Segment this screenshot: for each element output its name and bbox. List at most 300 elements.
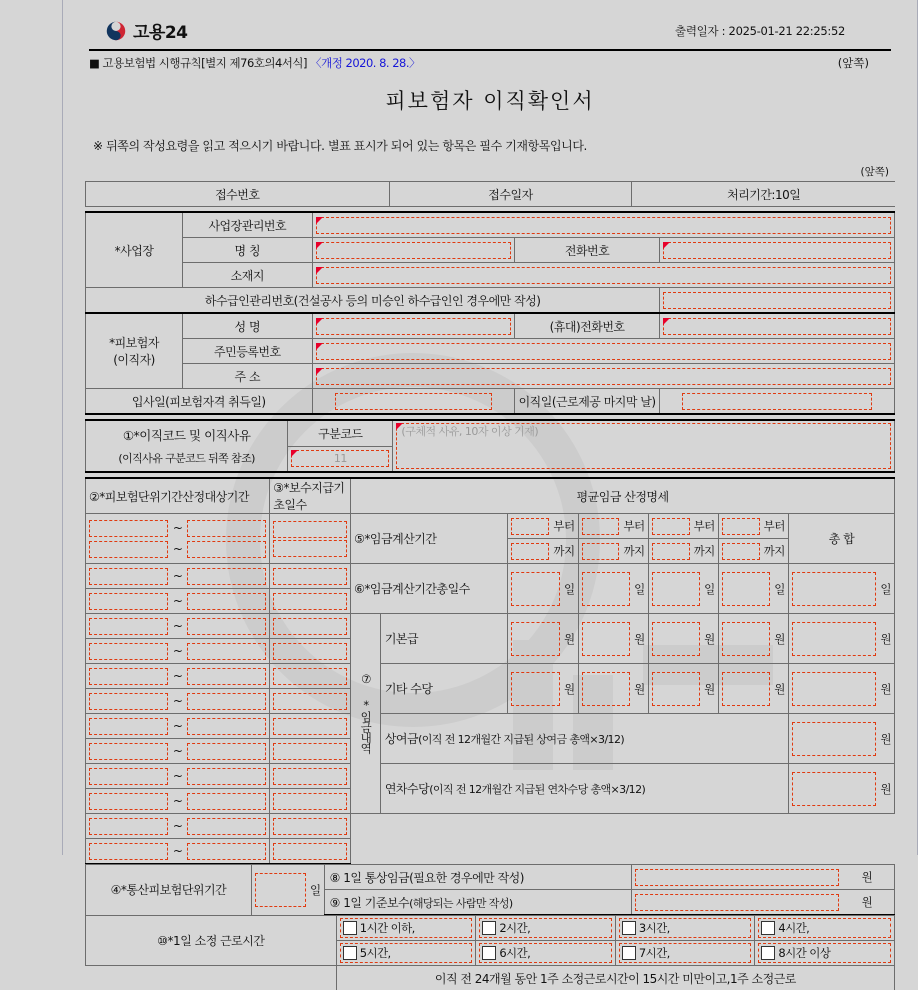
- checkbox-icon[interactable]: [622, 946, 636, 960]
- table-row: [86, 564, 895, 589]
- table-row: [86, 916, 895, 941]
- workplace-address-cell: [312, 263, 894, 288]
- period-range-row: [86, 841, 269, 862]
- separation-code-label: 구분코드: [288, 420, 393, 446]
- period-range-row: [86, 791, 269, 812]
- brand-logo: [105, 18, 188, 43]
- law-reference: [89, 55, 420, 71]
- bonus-sum-input[interactable]: [792, 722, 877, 756]
- table-row: [86, 966, 895, 990]
- basic-pay-input[interactable]: [652, 622, 701, 656]
- brand-text: 고용24: [133, 18, 188, 43]
- work-hours-option-label: 3시간,: [639, 920, 670, 936]
- won-wrap: [719, 620, 788, 658]
- separation-code-input[interactable]: [291, 450, 389, 467]
- won-unit: 원: [861, 870, 876, 884]
- separation-reason-input[interactable]: [396, 423, 891, 469]
- total-days-sum-input[interactable]: [792, 572, 877, 606]
- other-allowance-cell: [648, 664, 718, 714]
- work-hours-option-8[interactable]: [758, 943, 891, 963]
- other-allowance-cell: [718, 664, 788, 714]
- won-unit: 원: [879, 631, 894, 647]
- table-row: [86, 865, 895, 890]
- work-hours-option-label: 1시간 이하,: [360, 920, 415, 936]
- checkbox-icon[interactable]: [482, 921, 496, 935]
- workplace-section-label: *사업장: [86, 212, 183, 288]
- work-hours-option-6[interactable]: [479, 943, 612, 963]
- wage-period-from-input[interactable]: [652, 518, 690, 535]
- won-unit-cell: [842, 865, 895, 890]
- subcontractor-number-label: 하수급인관리번호(건설공사 등의 미승인 하수급인인 경우에만 작성): [86, 288, 660, 314]
- period-cell: [86, 564, 270, 589]
- period-range-row: [86, 766, 269, 787]
- to-unit: 까지: [763, 543, 788, 559]
- period-end-input[interactable]: [187, 541, 266, 558]
- period-end-input[interactable]: [187, 520, 266, 537]
- range-separator: ~: [171, 694, 185, 708]
- total-insured-period-cell: [251, 865, 324, 916]
- range-separator: ~: [171, 719, 185, 733]
- checkbox-icon[interactable]: [482, 946, 496, 960]
- separation-reason-placeholder: (구체적 사유, 10자 이상 기재): [401, 424, 538, 439]
- won-unit: 원: [703, 681, 718, 697]
- wage-period-to-input[interactable]: [511, 543, 549, 560]
- work-hours-option-cell[interactable]: [755, 916, 895, 941]
- base-days-input[interactable]: [273, 768, 347, 785]
- insured-address-cell: [312, 364, 894, 389]
- wage-period-from-input[interactable]: [511, 518, 549, 535]
- insured-name-cell: [312, 313, 514, 339]
- days-wrap: [579, 570, 648, 608]
- other-allowance-input[interactable]: [582, 672, 631, 706]
- workplace-mgmt-number-input[interactable]: [316, 217, 891, 234]
- wage-period-from-cell: [578, 514, 648, 539]
- checkbox-icon[interactable]: [761, 946, 775, 960]
- daily-ordinary-wage-input[interactable]: [635, 869, 839, 886]
- hire-date-input[interactable]: [335, 393, 492, 410]
- receipt-bar: [85, 181, 895, 207]
- insured-name-input[interactable]: [316, 318, 511, 335]
- base-days-input[interactable]: [273, 568, 347, 585]
- processing-period-label: 처리기간:10일: [632, 182, 895, 207]
- total-insured-period-input[interactable]: [255, 873, 306, 907]
- daily-base-pay-cell: [632, 890, 842, 916]
- leave-date-cell: [660, 389, 895, 415]
- period-cell: [86, 589, 270, 614]
- checkbox-icon[interactable]: [761, 921, 775, 935]
- daily-base-pay-label: [324, 890, 631, 916]
- period-range-row: [86, 641, 269, 662]
- separation-subtitle: (이직사유 구분코드 뒤쪽 참조): [86, 450, 287, 466]
- range-separator: ~: [171, 594, 185, 608]
- range-separator: ~: [171, 644, 185, 658]
- to-wrap: [508, 541, 577, 562]
- total-days-sum-cell: [788, 564, 894, 614]
- wage-calculation-table: [85, 477, 895, 865]
- work-hours-option-label: 8시간 이상: [778, 945, 830, 961]
- insured-address-input[interactable]: [316, 368, 891, 385]
- spacer-cell: [351, 839, 895, 865]
- work-hours-option-3[interactable]: [619, 918, 752, 938]
- other-allowance-input[interactable]: [722, 672, 771, 706]
- base-days-cell: [270, 839, 351, 865]
- table-row: [86, 714, 895, 739]
- from-unit: 부터: [763, 518, 788, 534]
- period-start-input[interactable]: [89, 618, 168, 635]
- other-allowance-cell: [578, 664, 648, 714]
- work-hours-option-label: 6시간,: [499, 945, 530, 961]
- base-days-cell: [270, 789, 351, 814]
- period-cell: [86, 664, 270, 689]
- basic-pay-cell: [508, 614, 578, 664]
- period-range-row: [86, 616, 269, 637]
- wage-period-to-input[interactable]: [722, 543, 760, 560]
- period-start-input[interactable]: [89, 843, 168, 860]
- wage-period-label: ⑤*임금계산기간: [351, 514, 508, 564]
- from-unit: 부터: [622, 518, 647, 534]
- wage-period-to-cell: [578, 539, 648, 564]
- period-start-input[interactable]: [89, 568, 168, 585]
- subcontractor-number-input[interactable]: [663, 292, 891, 309]
- period-start-input[interactable]: [89, 793, 168, 810]
- row8-note: (필요한 경우에만 작성): [409, 871, 524, 885]
- table-row: [86, 212, 895, 238]
- period-cell: [86, 764, 270, 789]
- period-end-input[interactable]: [187, 693, 266, 710]
- other-allowance-input[interactable]: [652, 672, 701, 706]
- wage-period-from-cell: [508, 514, 578, 539]
- base-days-input[interactable]: [273, 643, 347, 660]
- day-unit: 일: [773, 581, 788, 597]
- leave-date-input[interactable]: [682, 393, 872, 410]
- insured-mobile-input[interactable]: [663, 318, 891, 335]
- period-start-input[interactable]: [89, 693, 168, 710]
- other-allowance-label: 기타 수당: [380, 664, 508, 714]
- from-wrap: [719, 516, 788, 537]
- hire-date-cell: [312, 389, 514, 415]
- annual-leave-note: (이직 전 12개월간 지급된 연차수당 총액×3/12): [429, 783, 645, 796]
- period-end-input[interactable]: [187, 718, 266, 735]
- separation-title: ①*이직코드 및 이직사유: [86, 426, 287, 444]
- range-separator: ~: [171, 794, 185, 808]
- other-allowance-sum-input[interactable]: [792, 672, 877, 706]
- period-start-input[interactable]: [89, 541, 168, 558]
- basic-pay-cell: [718, 614, 788, 664]
- work-hours-table: [85, 915, 895, 990]
- period-start-input[interactable]: [89, 718, 168, 735]
- work-hours-option-cell[interactable]: [476, 916, 616, 941]
- days-wrap: [252, 871, 324, 909]
- work-hours-option-label: 7시간,: [639, 945, 670, 961]
- separation-reason-cell: [393, 420, 895, 472]
- period-end-input[interactable]: [187, 793, 266, 810]
- won-wrap: [789, 770, 894, 808]
- won-unit: 원: [879, 781, 894, 797]
- range-separator: ~: [171, 744, 185, 758]
- wage-period-from-input[interactable]: [722, 518, 760, 535]
- total-days-input[interactable]: [722, 572, 771, 606]
- work-hours-option-7[interactable]: [619, 943, 752, 963]
- table-row: [86, 814, 895, 839]
- work-hours-option-cell[interactable]: [755, 941, 895, 966]
- page-title: 피보험자 이직확인서: [85, 85, 895, 115]
- basic-pay-input[interactable]: [722, 622, 771, 656]
- receipt-number-label: 접수번호: [86, 182, 390, 207]
- separation-code-placeholder: 11: [292, 451, 388, 466]
- law-revision: 〈개정 2020. 8. 28.〉: [310, 56, 420, 70]
- insured-rrn-label: 주민등록번호: [183, 339, 312, 364]
- basic-pay-input[interactable]: [582, 622, 631, 656]
- table-row: [86, 263, 895, 288]
- bonus-row-label: [380, 714, 788, 764]
- daily-base-pay-input[interactable]: [635, 894, 839, 911]
- base-days-cell: [270, 814, 351, 839]
- base-days-cell: [270, 714, 351, 739]
- total-days-cell: [508, 564, 578, 614]
- period-range-row: [86, 539, 269, 560]
- work-hours-option-4[interactable]: [758, 918, 891, 938]
- period-end-input[interactable]: [187, 743, 266, 760]
- won-wrap: [508, 620, 577, 658]
- base-days-cell: [270, 739, 351, 764]
- range-separator: ~: [171, 844, 185, 858]
- from-unit: 부터: [552, 518, 577, 534]
- day-unit: 일: [703, 581, 718, 597]
- base-days-input[interactable]: [273, 843, 347, 860]
- period-range-row: [86, 591, 269, 612]
- range-separator: ~: [171, 521, 185, 535]
- base-days-input[interactable]: [273, 618, 347, 635]
- work-hours-option-cell[interactable]: [615, 916, 755, 941]
- page-header: [85, 0, 895, 49]
- range-separator: ~: [171, 569, 185, 583]
- won-unit: 원: [861, 895, 876, 909]
- won-unit: 원: [879, 731, 894, 747]
- base-days-input[interactable]: [273, 818, 347, 835]
- period-range-row: [86, 518, 269, 539]
- insured-address-label: 주 소: [183, 364, 312, 389]
- table-row: [86, 182, 896, 207]
- law-reference-line: [85, 51, 895, 71]
- period-start-input[interactable]: [89, 668, 168, 685]
- wage-detail-label-cell: [351, 614, 381, 814]
- avg-wage-title: 평균임금 산정명세: [351, 478, 895, 514]
- won-wrap: [579, 620, 648, 658]
- base-days-cell: [270, 664, 351, 689]
- basic-pay-sum-cell: [788, 614, 894, 664]
- total-days-input[interactable]: [582, 572, 631, 606]
- wage-period-to-cell: [508, 539, 578, 564]
- wage-period-to-cell: [648, 539, 718, 564]
- base-days-input[interactable]: [273, 718, 347, 735]
- table-row: [86, 839, 895, 865]
- period-cell: [86, 639, 270, 664]
- basic-pay-sum-input[interactable]: [792, 622, 877, 656]
- period-end-input[interactable]: [187, 668, 266, 685]
- workplace-name-input[interactable]: [316, 242, 511, 259]
- from-wrap: [508, 516, 577, 537]
- base-days-input[interactable]: [273, 593, 347, 610]
- base-days-cell: [270, 614, 351, 639]
- period-cell: [86, 814, 270, 839]
- table-row: [86, 514, 895, 539]
- work-hours-label: ⑩*1일 소정 근로시간: [86, 916, 337, 966]
- work-hours-option-cell[interactable]: [615, 941, 755, 966]
- row8-label: ⑧ 1일 통상임금: [330, 871, 409, 885]
- won-unit: 원: [633, 631, 648, 647]
- work-hours-option-cell[interactable]: [336, 941, 476, 966]
- workplace-mgmt-number-cell: [312, 212, 894, 238]
- period-end-input[interactable]: [187, 768, 266, 785]
- workplace-phone-label: 전화번호: [514, 238, 660, 263]
- won-wrap: [789, 720, 894, 758]
- checkbox-icon[interactable]: [343, 921, 357, 935]
- base-days-input[interactable]: [273, 521, 347, 538]
- period-start-input[interactable]: [89, 818, 168, 835]
- work-hours-option-5[interactable]: [340, 943, 473, 963]
- period-start-input[interactable]: [89, 520, 168, 537]
- total-days-input[interactable]: [652, 572, 701, 606]
- basic-pay-cell: [578, 614, 648, 664]
- range-separator: ~: [171, 769, 185, 783]
- period-end-input[interactable]: [187, 843, 266, 860]
- won-wrap: [579, 670, 648, 708]
- row9-label: ⑨ 1일 기준보수: [330, 896, 409, 910]
- workplace-name-label: 명 칭: [183, 238, 312, 263]
- won-wrap: [789, 670, 894, 708]
- period-range-row: [86, 741, 269, 762]
- period-end-input[interactable]: [187, 568, 266, 585]
- table-row: [86, 364, 895, 389]
- to-wrap: [719, 541, 788, 562]
- base-days-cell: [270, 689, 351, 714]
- total-days-input[interactable]: [511, 572, 560, 606]
- period-cell: [86, 514, 270, 564]
- range-separator: ~: [171, 819, 185, 833]
- workplace-address-input[interactable]: [316, 267, 891, 284]
- annual-leave-row-label: [380, 764, 788, 814]
- wage-period-from-input[interactable]: [582, 518, 620, 535]
- table-row: [86, 764, 895, 789]
- from-wrap: [649, 516, 718, 537]
- from-unit: 부터: [693, 518, 718, 534]
- form-page: [62, 0, 918, 855]
- annual-leave-label: 연차수당: [385, 782, 429, 796]
- total-days-cell: [648, 564, 718, 614]
- to-unit: 까지: [622, 543, 647, 559]
- work-hours-option-1[interactable]: [340, 918, 473, 938]
- other-allowance-input[interactable]: [511, 672, 560, 706]
- to-wrap: [579, 541, 648, 562]
- period-end-input[interactable]: [187, 643, 266, 660]
- total-days-cell: [718, 564, 788, 614]
- aggregate-table: [85, 864, 895, 916]
- base-days-input[interactable]: [273, 793, 347, 810]
- table-row: [86, 389, 895, 415]
- from-wrap: [579, 516, 648, 537]
- basic-pay-input[interactable]: [511, 622, 560, 656]
- period-start-input[interactable]: [89, 643, 168, 660]
- base-days-cell: [270, 564, 351, 589]
- table-row: [86, 614, 895, 639]
- base-days-input[interactable]: [273, 668, 347, 685]
- period-end-input[interactable]: [187, 593, 266, 610]
- total-insured-period-label: ④*통산피보험단위기간: [86, 865, 252, 916]
- daily-ordinary-wage-label: [324, 865, 631, 890]
- period-start-input[interactable]: [89, 768, 168, 785]
- footer-spacer-cell: [86, 966, 337, 990]
- separation-code-table: [85, 419, 895, 473]
- insured-name-label: 성 명: [183, 313, 312, 339]
- work-hours-option-2[interactable]: [479, 918, 612, 938]
- period-start-input[interactable]: [89, 593, 168, 610]
- checkbox-icon[interactable]: [622, 921, 636, 935]
- won-wrap: [649, 620, 718, 658]
- range-separator: ~: [171, 669, 185, 683]
- subcontractor-number-cell: [660, 288, 895, 314]
- period-cell: [86, 839, 270, 865]
- base-days-input[interactable]: [273, 540, 347, 557]
- period-range-row: [86, 691, 269, 712]
- to-unit: 까지: [552, 543, 577, 559]
- won-unit: 원: [773, 631, 788, 647]
- workplace-name-cell: [312, 238, 514, 263]
- workplace-address-label: 소재지: [183, 263, 312, 288]
- period-end-input[interactable]: [187, 618, 266, 635]
- won-unit: 원: [563, 681, 578, 697]
- period-cell: [86, 714, 270, 739]
- range-separator: ~: [171, 542, 185, 556]
- range-separator: ~: [171, 619, 185, 633]
- base-days-cell: [270, 764, 351, 789]
- table-row: [86, 288, 895, 314]
- bonus-sum-cell: [788, 714, 894, 764]
- base-days-input[interactable]: [273, 693, 347, 710]
- insured-mobile-label: (휴대)전화번호: [514, 313, 660, 339]
- form-notice: ※ 뒤쪽의 작성요령을 읽고 적으시기 바랍니다. 별표 표시가 되어 있는 항목은 필수 기재항목입니다.: [93, 137, 895, 154]
- work-hours-option-label: 5시간,: [360, 945, 391, 961]
- won-wrap: [508, 670, 577, 708]
- period-range-row: [86, 816, 269, 837]
- annual-leave-sum-input[interactable]: [792, 772, 877, 806]
- insured-mobile-cell: [660, 313, 895, 339]
- work-hours-option-cell[interactable]: [336, 916, 476, 941]
- hire-date-label: 입사일(피보험자격 취득일): [86, 389, 313, 415]
- insured-section-label: [86, 313, 183, 389]
- wage-period-to-input[interactable]: [652, 543, 690, 560]
- period-end-input[interactable]: [187, 818, 266, 835]
- day-unit: 일: [309, 882, 324, 898]
- annual-leave-sum-cell: [788, 764, 894, 814]
- checkbox-icon[interactable]: [343, 946, 357, 960]
- period-range-row: [86, 716, 269, 737]
- total-days-label: ⑥*임금계산기간총일수: [351, 564, 508, 614]
- wage-period-to-input[interactable]: [582, 543, 620, 560]
- daily-ordinary-wage-cell: [632, 865, 842, 890]
- spacer-cell: [351, 814, 895, 839]
- base-days-input[interactable]: [273, 743, 347, 760]
- day-unit: 일: [563, 581, 578, 597]
- row9-note: (해당되는 사람만 작성): [409, 897, 512, 910]
- days-wrap: [649, 570, 718, 608]
- total-days-cell: [578, 564, 648, 614]
- won-unit: 원: [773, 681, 788, 697]
- insured-rrn-input[interactable]: [316, 343, 891, 360]
- work-hours-option-cell[interactable]: [476, 941, 616, 966]
- period-start-input[interactable]: [89, 743, 168, 760]
- workplace-phone-input[interactable]: [663, 242, 891, 259]
- basic-pay-label: 기본급: [380, 614, 508, 664]
